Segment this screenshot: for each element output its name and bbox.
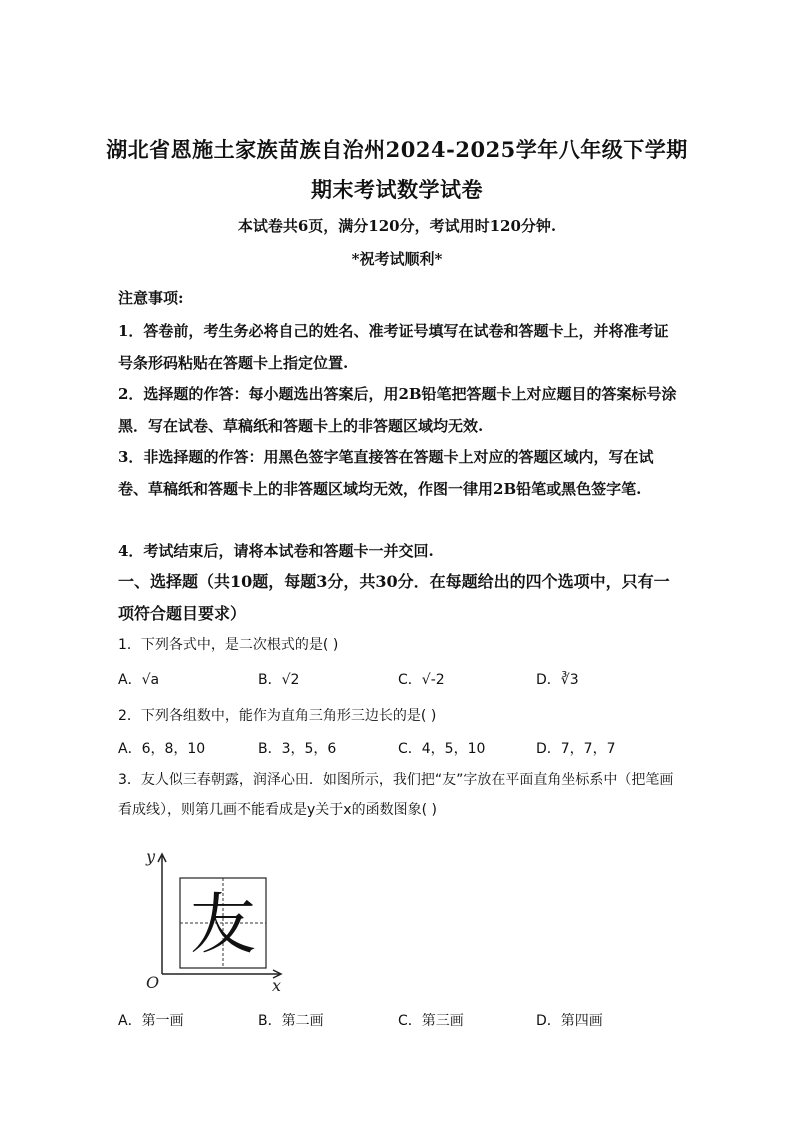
question-3-option-b: B．第二画 <box>258 1013 324 1029</box>
question-3-option-a: A．第一画 <box>118 1013 184 1029</box>
section-1-heading: 一、选择题（共10题，每题3分，共30分．在每题给出的四个选项中，只有一项符合题目要求） <box>118 572 670 623</box>
y-axis-label: y <box>146 847 156 866</box>
note-item-2: 2．选择题的作答：每小题选出答案后，用2B铅笔把答题卡上对应题目的答案标号涂黑．写在试卷、草稿纸和答题卡上的非答题区域均无效. <box>118 385 677 435</box>
friend-character: 友 <box>190 886 256 963</box>
question-1-option-d: D．∛3 <box>536 672 579 688</box>
origin-label: O <box>146 973 160 992</box>
question-2-stem: 2．下列各组数中，能作为直角三角形三边长的是( ) <box>118 708 437 724</box>
exam-info: 本试卷共6页，满分120分，考试用时120分钟. <box>237 217 557 235</box>
question-1-stem: 1．下列各式中，是二次根式的是( ) <box>118 637 339 653</box>
friend-character-coordinate-figure <box>140 846 290 996</box>
note-item-1: 1．答卷前，考生务必将自己的姓名、准考证号填写在试卷和答题卡上，并将准考证号条形码粘贴在答题卡上指定位置. <box>118 322 669 372</box>
question-2-option-b: B．3，5，6 <box>258 741 337 757</box>
note-item-3: 3．非选择题的作答：用黑色签字笔直接答在答题卡上对应的答题区域内，写在试卷、草稿纸和答题卡上的非答题区域均无效，作图一律用2B铅笔或黑色签字笔. <box>118 448 654 498</box>
exam-wish: *祝考试顺利* <box>351 250 443 268</box>
x-axis-label: x <box>272 976 282 995</box>
exam-title-line2: 期末考试数学试卷 <box>311 177 483 202</box>
question-2-option-a: A．6，8，10 <box>118 741 206 757</box>
question-2-option-c: C．4，5，10 <box>398 741 486 757</box>
exam-title-line1: 湖北省恩施土家族苗族自治州2024-2025学年八年级下学期 <box>106 137 688 162</box>
note-item-4: 4．考试结束后，请将本试卷和答题卡一并交回. <box>118 542 434 560</box>
question-1-option-b: B．√2 <box>258 672 300 688</box>
notes-heading: 注意事项: <box>118 289 184 307</box>
question-2-option-d: D．7，7，7 <box>536 741 616 757</box>
question-3-option-d: D．第四画 <box>536 1013 603 1029</box>
question-3-option-c: C．第三画 <box>398 1013 464 1029</box>
question-1-option-c: C．√-2 <box>398 672 445 688</box>
question-1-option-a: A．√a <box>118 672 160 688</box>
question-3-stem: 3．友人似三春朝露，润泽心田．如图所示，我们把“友”字放在平面直角坐标系中（把笔画看成线），则第几画不能看成是y关于x的函数图象( ) <box>118 772 674 818</box>
